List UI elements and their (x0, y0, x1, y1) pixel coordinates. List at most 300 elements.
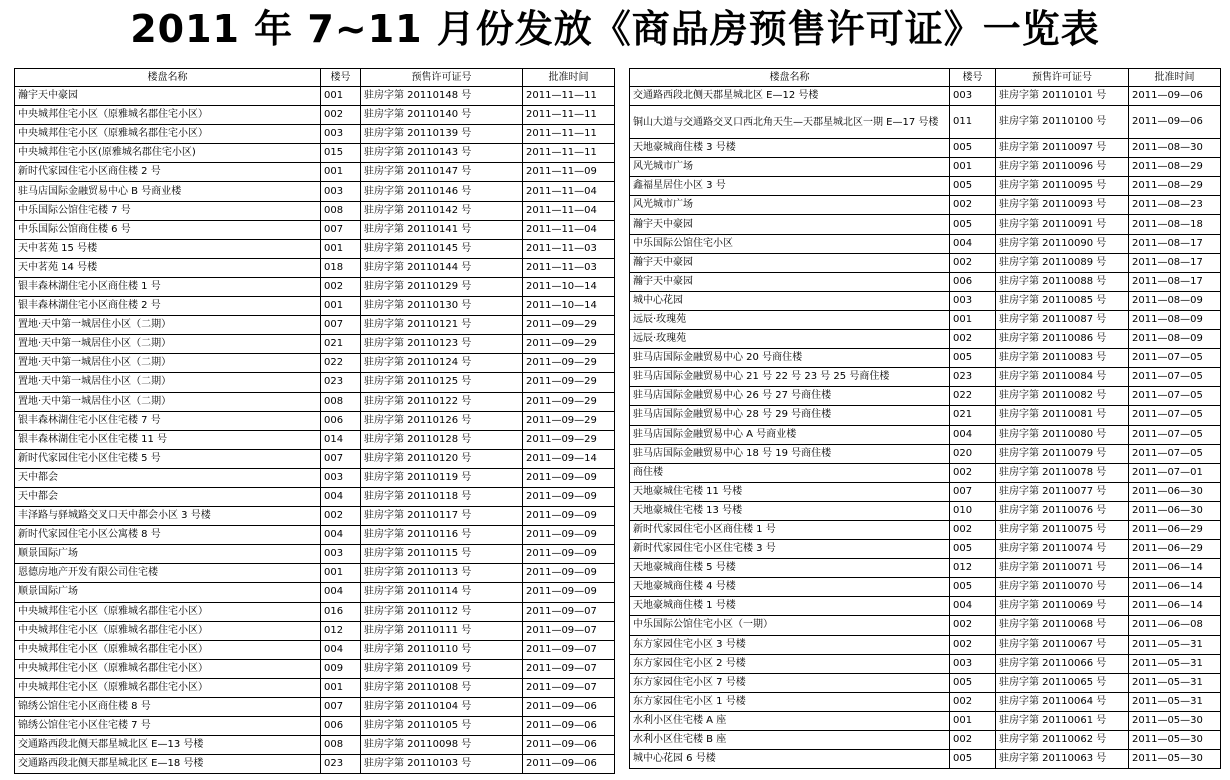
table-row (630, 692, 1221, 711)
cell-permit: 驻房字第 20110123 号 (361, 335, 523, 354)
cell-date: 2011—06—29 (1129, 540, 1221, 559)
cell-permit: 驻房字第 20110093 号 (996, 196, 1129, 215)
cell-permit: 驻房字第 20110110 号 (361, 640, 523, 659)
cell-permit: 驻房字第 20110082 号 (996, 387, 1129, 406)
header-building: 楼号 (321, 69, 361, 87)
cell-building: 003 (950, 291, 996, 310)
cell-building: 005 (950, 349, 996, 368)
table-row (15, 144, 615, 163)
cell-permit: 驻房字第 20110101 号 (996, 87, 1129, 106)
cell-name: 驻马店国际金融贸易中心 28 号 29 号商住楼 (630, 406, 950, 425)
table-row (630, 540, 1221, 559)
cell-building: 002 (950, 253, 996, 272)
cell-date: 2011—05—31 (1129, 692, 1221, 711)
cell-date: 2011—08—17 (1129, 234, 1221, 253)
cell-permit: 驻房字第 20110119 号 (361, 468, 523, 487)
cell-building: 014 (321, 430, 361, 449)
cell-permit: 驻房字第 20110071 号 (996, 559, 1129, 578)
table-row (15, 182, 615, 201)
cell-name: 驻马店国际金融贸易中心 18 号 19 号商住楼 (630, 444, 950, 463)
table-row (630, 310, 1221, 329)
cell-date: 2011—05—31 (1129, 654, 1221, 673)
cell-name: 中央城邦住宅小区（原雅城名郡住宅小区） (15, 602, 321, 621)
cell-building: 008 (321, 392, 361, 411)
cell-building: 005 (950, 578, 996, 597)
cell-permit: 驻房字第 20110068 号 (996, 616, 1129, 635)
cell-permit: 驻房字第 20110074 号 (996, 540, 1129, 559)
cell-permit: 驻房字第 20110080 号 (996, 425, 1129, 444)
cell-date: 2011—11—11 (523, 125, 615, 144)
cell-name: 天中都会 (15, 468, 321, 487)
cell-date: 2011—05—30 (1129, 750, 1221, 769)
cell-date: 2011—09—06 (523, 717, 615, 736)
cell-permit: 驻房字第 20110075 号 (996, 520, 1129, 539)
cell-building: 023 (321, 755, 361, 774)
cell-date: 2011—09—06 (1129, 106, 1221, 139)
cell-permit: 驻房字第 20110146 号 (361, 182, 523, 201)
cell-date: 2011—11—04 (523, 220, 615, 239)
cell-building: 001 (321, 87, 361, 106)
cell-building: 001 (321, 239, 361, 258)
cell-date: 2011—06—08 (1129, 616, 1221, 635)
cell-date: 2011—09—06 (523, 755, 615, 774)
cell-permit: 驻房字第 20110108 号 (361, 678, 523, 697)
cell-permit: 驻房字第 20110128 号 (361, 430, 523, 449)
page-title: 2011 年 7~11 月份发放《商品房预售许可证》一览表 (130, 7, 1100, 51)
cell-name: 鑫福星居住小区 3 号 (630, 177, 950, 196)
cell-building: 003 (321, 468, 361, 487)
cell-name: 驻马店国际金融贸易中心 21 号 22 号 23 号 25 号商住楼 (630, 368, 950, 387)
table-row (630, 731, 1221, 750)
table-row (630, 368, 1221, 387)
cell-name: 交通路西段北侧天郡星城北区 E—18 号楼 (15, 755, 321, 774)
cell-permit: 驻房字第 20110064 号 (996, 692, 1129, 711)
cell-name: 交通路西段北侧天郡星城北区 E—13 号楼 (15, 736, 321, 755)
table-row (630, 616, 1221, 635)
cell-building: 006 (950, 272, 996, 291)
cell-building: 007 (321, 698, 361, 717)
header-row (630, 69, 1221, 87)
cell-permit: 驻房字第 20110148 号 (361, 87, 523, 106)
cell-name: 新时代家园住宅小区公寓楼 8 号 (15, 526, 321, 545)
cell-date: 2011—07—05 (1129, 349, 1221, 368)
cell-date: 2011—05—31 (1129, 635, 1221, 654)
table-row (630, 272, 1221, 291)
cell-permit: 驻房字第 20110115 号 (361, 545, 523, 564)
cell-permit: 驻房字第 20110114 号 (361, 583, 523, 602)
cell-name: 水利小区住宅楼 B 座 (630, 731, 950, 750)
table-row (630, 234, 1221, 253)
cell-name: 天地豪城商住楼 1 号楼 (630, 597, 950, 616)
cell-permit: 驻房字第 20110129 号 (361, 277, 523, 296)
cell-building: 001 (950, 310, 996, 329)
cell-date: 2011—09—14 (523, 449, 615, 468)
cell-building: 004 (321, 583, 361, 602)
header-permit: 预售许可证号 (361, 69, 523, 87)
cell-permit: 驻房字第 20110078 号 (996, 463, 1129, 482)
table-row (630, 711, 1221, 730)
cell-building: 007 (321, 220, 361, 239)
table-row (15, 602, 615, 621)
cell-permit: 驻房字第 20110104 号 (361, 698, 523, 717)
cell-building: 001 (321, 564, 361, 583)
cell-building: 021 (950, 406, 996, 425)
table-row (630, 406, 1221, 425)
cell-date: 2011—08—17 (1129, 253, 1221, 272)
cell-permit: 驻房字第 20110105 号 (361, 717, 523, 736)
cell-building: 006 (321, 717, 361, 736)
cell-date: 2011—09—09 (523, 583, 615, 602)
table-row (15, 678, 615, 697)
cell-building: 016 (321, 602, 361, 621)
table-row (630, 673, 1221, 692)
cell-building: 005 (950, 177, 996, 196)
cell-date: 2011—09—06 (523, 736, 615, 755)
cell-permit: 驻房字第 20110096 号 (996, 158, 1129, 177)
table-row (15, 239, 615, 258)
cell-date: 2011—11—09 (523, 163, 615, 182)
table-row (630, 654, 1221, 673)
table-row (15, 277, 615, 296)
cell-building: 001 (321, 297, 361, 316)
cell-name: 中乐国际公馆商住楼 6 号 (15, 220, 321, 239)
cell-building: 010 (950, 501, 996, 520)
table-row (15, 220, 615, 239)
cell-name: 驻马店国际金融贸易中心 A 号商业楼 (630, 425, 950, 444)
cell-date: 2011—07—05 (1129, 368, 1221, 387)
cell-date: 2011—08—29 (1129, 177, 1221, 196)
cell-name: 驻马店国际金融贸易中心 26 号 27 号商住楼 (630, 387, 950, 406)
cell-name: 中央城邦住宅小区（原雅城名郡住宅小区） (15, 125, 321, 144)
cell-building: 004 (321, 640, 361, 659)
table-row (630, 501, 1221, 520)
cell-name: 新时代家园住宅小区住宅楼 3 号 (630, 540, 950, 559)
cell-building: 015 (321, 144, 361, 163)
table-row (630, 750, 1221, 769)
cell-permit: 驻房字第 20110100 号 (996, 106, 1129, 139)
cell-name: 瀚宇天中豪园 (630, 272, 950, 291)
cell-date: 2011—07—01 (1129, 463, 1221, 482)
cell-name: 新时代家园住宅小区商住楼 2 号 (15, 163, 321, 182)
table-row (630, 106, 1221, 139)
cell-date: 2011—11—03 (523, 239, 615, 258)
cell-date: 2011—11—04 (523, 201, 615, 220)
cell-date: 2011—09—07 (523, 640, 615, 659)
cell-name: 中央城邦住宅小区(原雅城名郡住宅小区) (15, 144, 321, 163)
cell-date: 2011—09—29 (523, 411, 615, 430)
table-row (15, 583, 615, 602)
table-row (15, 507, 615, 526)
cell-permit: 驻房字第 20110139 号 (361, 125, 523, 144)
cell-permit: 驻房字第 20110090 号 (996, 234, 1129, 253)
cell-name: 银丰森林湖住宅小区住宅楼 7 号 (15, 411, 321, 430)
cell-date: 2011—08—18 (1129, 215, 1221, 234)
cell-permit: 驻房字第 20110088 号 (996, 272, 1129, 291)
cell-building: 004 (321, 487, 361, 506)
cell-permit: 驻房字第 20110070 号 (996, 578, 1129, 597)
cell-date: 2011—10—14 (523, 297, 615, 316)
cell-date: 2011—05—30 (1129, 731, 1221, 750)
cell-permit: 驻房字第 20110084 号 (996, 368, 1129, 387)
cell-building: 007 (321, 449, 361, 468)
table-row (15, 526, 615, 545)
cell-permit: 驻房字第 20110125 号 (361, 373, 523, 392)
cell-building: 007 (950, 482, 996, 501)
cell-building: 008 (321, 736, 361, 755)
cell-permit: 驻房字第 20110089 号 (996, 253, 1129, 272)
table-row (15, 106, 615, 125)
table-row (15, 545, 615, 564)
cell-building: 002 (950, 196, 996, 215)
table-row (630, 482, 1221, 501)
cell-building: 020 (950, 444, 996, 463)
header-building: 楼号 (950, 69, 996, 87)
cell-building: 002 (321, 507, 361, 526)
cell-building: 007 (321, 316, 361, 335)
table-row (630, 158, 1221, 177)
cell-building: 002 (950, 692, 996, 711)
cell-permit: 驻房字第 20110145 号 (361, 239, 523, 258)
cell-name: 中央城邦住宅小区（原雅城名郡住宅小区） (15, 621, 321, 640)
cell-permit: 驻房字第 20110087 号 (996, 310, 1129, 329)
cell-permit: 驻房字第 20110109 号 (361, 659, 523, 678)
cell-building: 005 (950, 673, 996, 692)
cell-permit: 驻房字第 20110147 号 (361, 163, 523, 182)
cell-name: 中乐国际公馆住宅楼 7 号 (15, 201, 321, 220)
cell-permit: 驻房字第 20110086 号 (996, 330, 1129, 349)
cell-permit: 驻房字第 20110122 号 (361, 392, 523, 411)
table-row (630, 463, 1221, 482)
cell-date: 2011—05—31 (1129, 673, 1221, 692)
table-row (15, 717, 615, 736)
cell-name: 新时代家园住宅小区住宅楼 5 号 (15, 449, 321, 468)
cell-date: 2011—08—30 (1129, 139, 1221, 158)
cell-name: 水利小区住宅楼 A 座 (630, 711, 950, 730)
cell-building: 003 (950, 87, 996, 106)
cell-name: 银丰森林湖住宅小区商住楼 2 号 (15, 297, 321, 316)
cell-date: 2011—09—29 (523, 354, 615, 373)
table-row (630, 444, 1221, 463)
cell-building: 002 (950, 330, 996, 349)
cell-building: 005 (950, 540, 996, 559)
cell-name: 置地·天中第一城居住小区（二期） (15, 392, 321, 411)
cell-name: 中央城邦住宅小区（原雅城名郡住宅小区） (15, 678, 321, 697)
cell-permit: 驻房字第 20110061 号 (996, 711, 1129, 730)
cell-name: 中央城邦住宅小区（原雅城名郡住宅小区） (15, 106, 321, 125)
cell-permit: 驻房字第 20110141 号 (361, 220, 523, 239)
table-row (15, 736, 615, 755)
cell-name: 交通路西段北侧天郡星城北区 E—12 号楼 (630, 87, 950, 106)
table-row (15, 468, 615, 487)
cell-building: 002 (950, 463, 996, 482)
cell-permit: 驻房字第 20110118 号 (361, 487, 523, 506)
cell-name: 远辰·玫瑰苑 (630, 330, 950, 349)
cell-name: 置地·天中第一城居住小区（二期） (15, 373, 321, 392)
cell-date: 2011—07—05 (1129, 387, 1221, 406)
cell-date: 2011—09—09 (523, 545, 615, 564)
cell-building: 006 (321, 411, 361, 430)
table-row (15, 373, 615, 392)
cell-permit: 驻房字第 20110077 号 (996, 482, 1129, 501)
cell-date: 2011—09—09 (523, 487, 615, 506)
cell-name: 置地·天中第一城居住小区（二期） (15, 316, 321, 335)
table-row (630, 635, 1221, 654)
cell-name: 置地·天中第一城居住小区（二期） (15, 335, 321, 354)
cell-date: 2011—08—17 (1129, 272, 1221, 291)
cell-date: 2011—09—07 (523, 678, 615, 697)
cell-permit: 驻房字第 20110085 号 (996, 291, 1129, 310)
cell-name: 东方家园住宅小区 3 号楼 (630, 635, 950, 654)
cell-date: 2011—06—14 (1129, 559, 1221, 578)
cell-permit: 驻房字第 20110120 号 (361, 449, 523, 468)
cell-permit: 驻房字第 20110066 号 (996, 654, 1129, 673)
table-row (15, 163, 615, 182)
table-row (15, 449, 615, 468)
cell-permit: 驻房字第 20110065 号 (996, 673, 1129, 692)
cell-name: 天中茗苑 15 号楼 (15, 239, 321, 258)
cell-building: 023 (321, 373, 361, 392)
cell-name: 驻马店国际金融贸易中心 B 号商业楼 (15, 182, 321, 201)
cell-date: 2011—11—11 (523, 144, 615, 163)
cell-permit: 驻房字第 20110076 号 (996, 501, 1129, 520)
cell-name: 恩德房地产开发有限公司住宅楼 (15, 564, 321, 583)
cell-permit: 驻房字第 20110091 号 (996, 215, 1129, 234)
cell-permit: 驻房字第 20110117 号 (361, 507, 523, 526)
cell-building: 001 (950, 158, 996, 177)
cell-name: 天中都会 (15, 487, 321, 506)
cell-building: 002 (950, 731, 996, 750)
permit-table-left (14, 68, 615, 774)
cell-building: 005 (950, 215, 996, 234)
cell-date: 2011—08—29 (1129, 158, 1221, 177)
cell-building: 018 (321, 258, 361, 277)
cell-building: 023 (950, 368, 996, 387)
cell-name: 远辰·玫瑰苑 (630, 310, 950, 329)
cell-name: 天地豪城商住楼 4 号楼 (630, 578, 950, 597)
table-row (630, 177, 1221, 196)
cell-date: 2011—08—09 (1129, 330, 1221, 349)
cell-name: 置地·天中第一城居住小区（二期） (15, 354, 321, 373)
cell-name: 风光城市广场 (630, 196, 950, 215)
cell-permit: 驻房字第 20110062 号 (996, 731, 1129, 750)
cell-permit: 驻房字第 20110063 号 (996, 750, 1129, 769)
cell-date: 2011—09—09 (523, 507, 615, 526)
table-row (630, 253, 1221, 272)
table-row (15, 659, 615, 678)
cell-date: 2011—09—29 (523, 392, 615, 411)
cell-building: 012 (950, 559, 996, 578)
cell-date: 2011—09—29 (523, 373, 615, 392)
cell-building: 004 (321, 526, 361, 545)
cell-date: 2011—07—05 (1129, 444, 1221, 463)
cell-date: 2011—09—09 (523, 468, 615, 487)
cell-name: 银丰森林湖住宅小区住宅楼 11 号 (15, 430, 321, 449)
cell-building: 001 (950, 711, 996, 730)
cell-date: 2011—09—07 (523, 602, 615, 621)
cell-date: 2011—11—11 (523, 106, 615, 125)
cell-date: 2011—09—09 (523, 526, 615, 545)
cell-date: 2011—09—07 (523, 621, 615, 640)
table-row (15, 698, 615, 717)
cell-building: 005 (950, 139, 996, 158)
cell-building: 002 (321, 106, 361, 125)
table-row (630, 597, 1221, 616)
cell-building: 022 (321, 354, 361, 373)
header-date: 批准时间 (1129, 69, 1221, 87)
cell-permit: 驻房字第 20110144 号 (361, 258, 523, 277)
table-row (15, 411, 615, 430)
cell-name: 新时代家园住宅小区商住楼 1 号 (630, 520, 950, 539)
cell-name: 瀚宇天中豪园 (630, 253, 950, 272)
cell-permit: 驻房字第 20110079 号 (996, 444, 1129, 463)
permit-table-right (629, 68, 1221, 769)
cell-permit: 驻房字第 20110124 号 (361, 354, 523, 373)
cell-building: 002 (950, 520, 996, 539)
table-row (630, 291, 1221, 310)
cell-name: 东方家园住宅小区 2 号楼 (630, 654, 950, 673)
cell-date: 2011—06—14 (1129, 578, 1221, 597)
cell-date: 2011—09—06 (523, 698, 615, 717)
cell-date: 2011—09—09 (523, 564, 615, 583)
cell-date: 2011—08—09 (1129, 310, 1221, 329)
cell-name: 天地豪城住宅楼 13 号楼 (630, 501, 950, 520)
cell-name: 天地豪城商住楼 3 号楼 (630, 139, 950, 158)
cell-building: 009 (321, 659, 361, 678)
cell-name: 风光城市广场 (630, 158, 950, 177)
cell-name: 银丰森林湖住宅小区商住楼 1 号 (15, 277, 321, 296)
cell-date: 2011—09—29 (523, 335, 615, 354)
cell-permit: 驻房字第 20110069 号 (996, 597, 1129, 616)
cell-date: 2011—08—09 (1129, 291, 1221, 310)
table-row (15, 430, 615, 449)
cell-date: 2011—06—30 (1129, 501, 1221, 520)
cell-permit: 驻房字第 20110097 号 (996, 139, 1129, 158)
cell-date: 2011—09—07 (523, 659, 615, 678)
table-row (630, 215, 1221, 234)
cell-name: 城中心花园 (630, 291, 950, 310)
cell-building: 002 (950, 635, 996, 654)
cell-name: 东方家园住宅小区 1 号楼 (630, 692, 950, 711)
cell-date: 2011—11—03 (523, 258, 615, 277)
cell-name: 瀚宇天中豪园 (630, 215, 950, 234)
cell-permit: 驻房字第 20110083 号 (996, 349, 1129, 368)
cell-permit: 驻房字第 20110111 号 (361, 621, 523, 640)
table-row (15, 297, 615, 316)
table-row (630, 387, 1221, 406)
cell-permit: 驻房字第 20110142 号 (361, 201, 523, 220)
cell-date: 2011—09—29 (523, 430, 615, 449)
cell-name: 铜山大道与交通路交叉口西北角天生—天郡星城北区一期 E—17 号楼 (630, 106, 950, 139)
header-name: 楼盘名称 (15, 69, 321, 87)
cell-name: 天地豪城住宅楼 11 号楼 (630, 482, 950, 501)
table-row (15, 564, 615, 583)
cell-permit: 驻房字第 20110112 号 (361, 602, 523, 621)
cell-permit: 驻房字第 20110095 号 (996, 177, 1129, 196)
cell-date: 2011—06—29 (1129, 520, 1221, 539)
cell-permit: 驻房字第 20110081 号 (996, 406, 1129, 425)
cell-permit: 驻房字第 20110126 号 (361, 411, 523, 430)
cell-date: 2011—08—23 (1129, 196, 1221, 215)
header-date: 批准时间 (523, 69, 615, 87)
cell-date: 2011—07—05 (1129, 406, 1221, 425)
table-row (15, 354, 615, 373)
table-row (15, 335, 615, 354)
table-row (15, 201, 615, 220)
cell-date: 2011—06—30 (1129, 482, 1221, 501)
cell-building: 008 (321, 201, 361, 220)
cell-permit: 驻房字第 20110140 号 (361, 106, 523, 125)
cell-building: 003 (321, 545, 361, 564)
